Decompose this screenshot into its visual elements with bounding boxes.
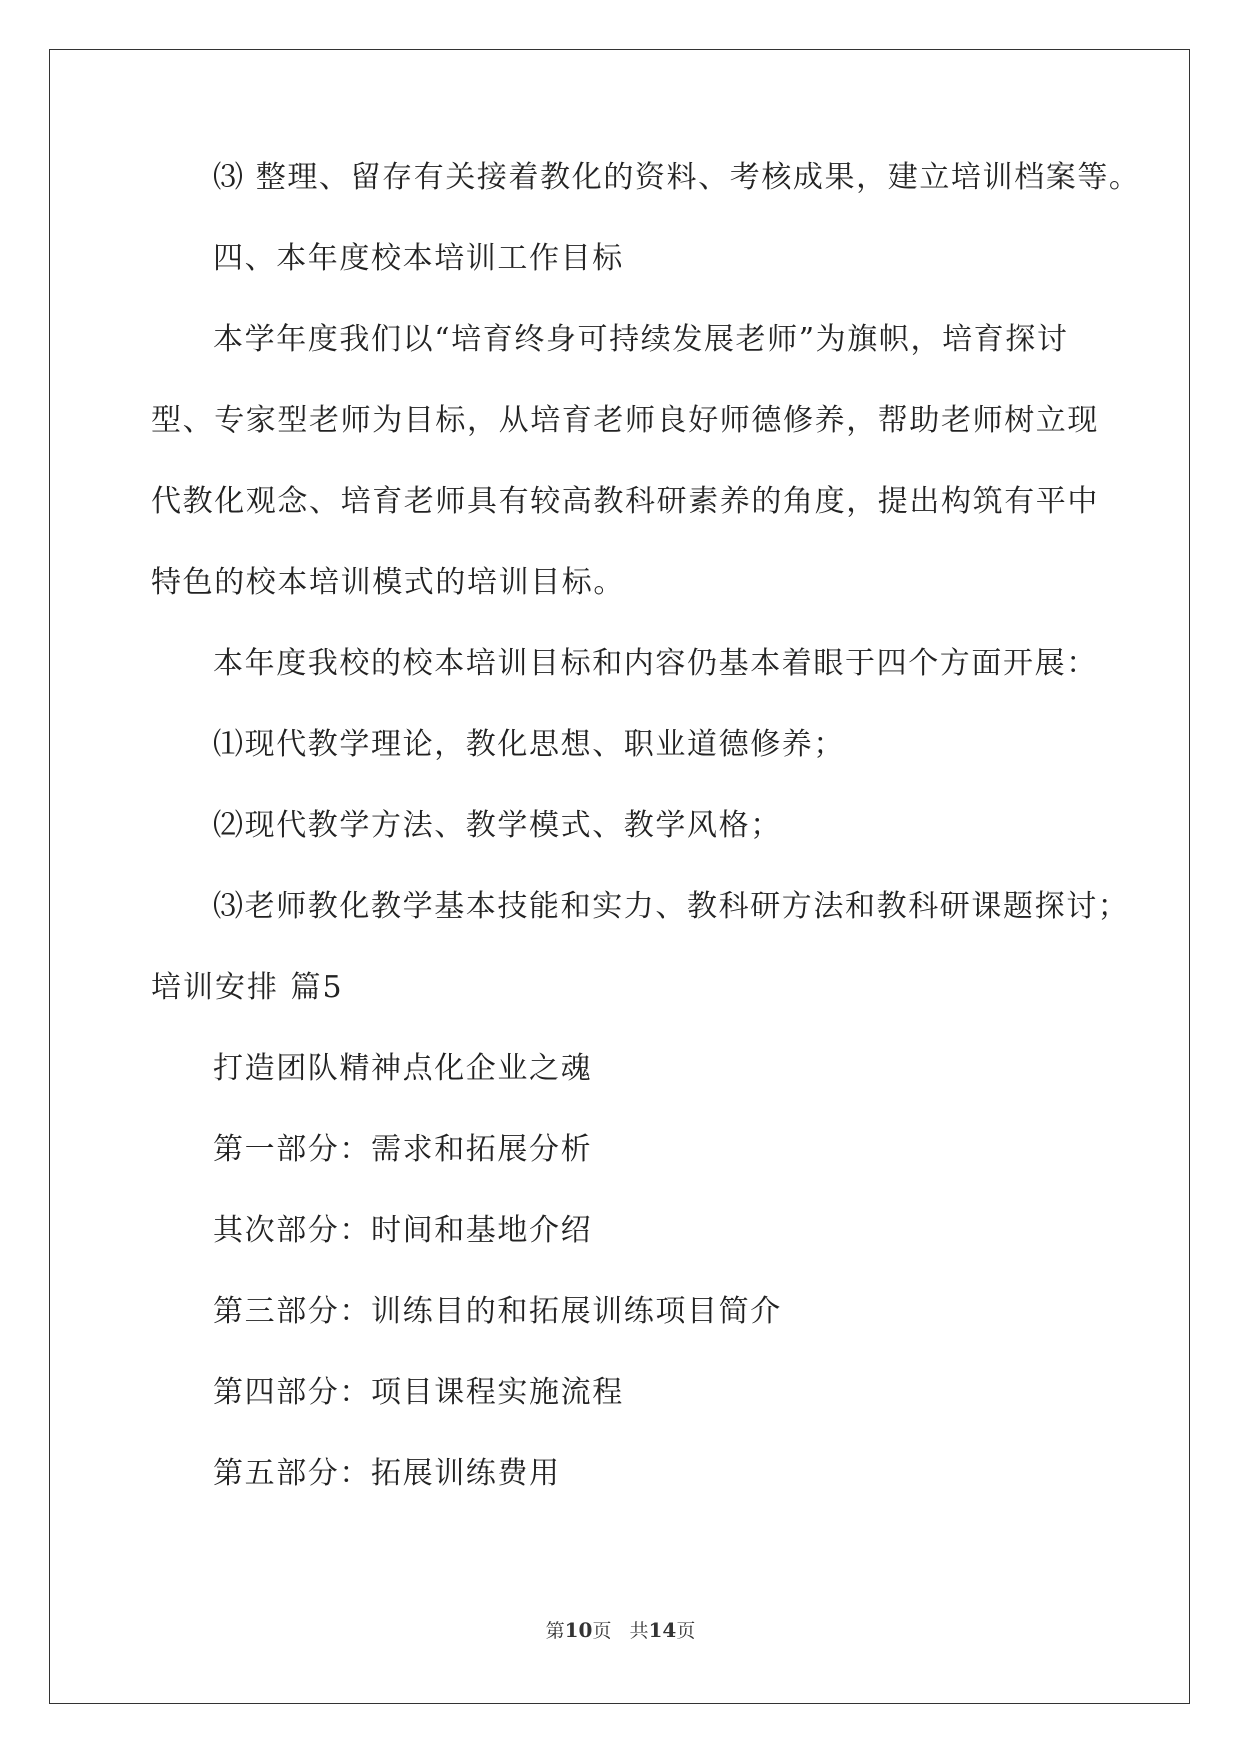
page-footer	[0, 1617, 1241, 1644]
list-item-1: ⑴现代教学理论，教化思想、职业道德修养；	[213, 727, 845, 762]
part-two: 其次部分：时间和基地介绍	[213, 1213, 593, 1248]
part-three: 第三部分：训练目的和拓展训练项目简介	[213, 1294, 782, 1329]
footer-total-pages: 14	[648, 1618, 677, 1642]
paragraph-goals-line-3: 代教化观念、培育老师具有较高教科研素养的角度，提出构筑有平中	[151, 484, 1099, 519]
article-heading: 培训安排 篇5	[151, 970, 344, 1005]
footer-page-suffix: 页	[592, 1620, 612, 1642]
footer-total-suffix: 页	[676, 1620, 696, 1642]
paragraph-goals-line-1: 本学年度我们以“培育终身可持续发展老师”为旗帜，培育探讨	[213, 322, 1069, 357]
part-four: 第四部分：项目课程实施流程	[213, 1375, 624, 1410]
section-heading-goals: 四、本年度校本培训工作目标	[213, 241, 624, 276]
paragraph-slogan: 打造团队精神点化企业之魂	[213, 1051, 593, 1086]
paragraph-goals-line-4: 特色的校本培训模式的培训目标。	[151, 565, 625, 600]
paragraph-archive: ⑶ 整理、留存有关接着教化的资料、考核成果，建立培训档案等。	[213, 160, 1141, 195]
paragraph-goals-line-2: 型、专家型老师为目标，从培育老师良好师德修养，帮助老师树立现	[151, 403, 1099, 438]
list-item-2: ⑵现代教学方法、教学模式、教学风格；	[213, 808, 782, 843]
list-item-3: ⑶老师教化教学基本技能和实力、教科研方法和教科研课题探讨；	[213, 889, 1130, 924]
part-five: 第五部分：拓展训练费用	[213, 1456, 561, 1491]
part-one: 第一部分：需求和拓展分析	[213, 1132, 593, 1167]
footer-page-number: 10	[564, 1618, 593, 1642]
paragraph-four-aspects: 本年度我校的校本培训目标和内容仍基本着眼于四个方面开展：	[213, 646, 1098, 681]
footer-total-prefix: 共	[629, 1620, 649, 1642]
footer-page-prefix: 第	[545, 1620, 565, 1642]
